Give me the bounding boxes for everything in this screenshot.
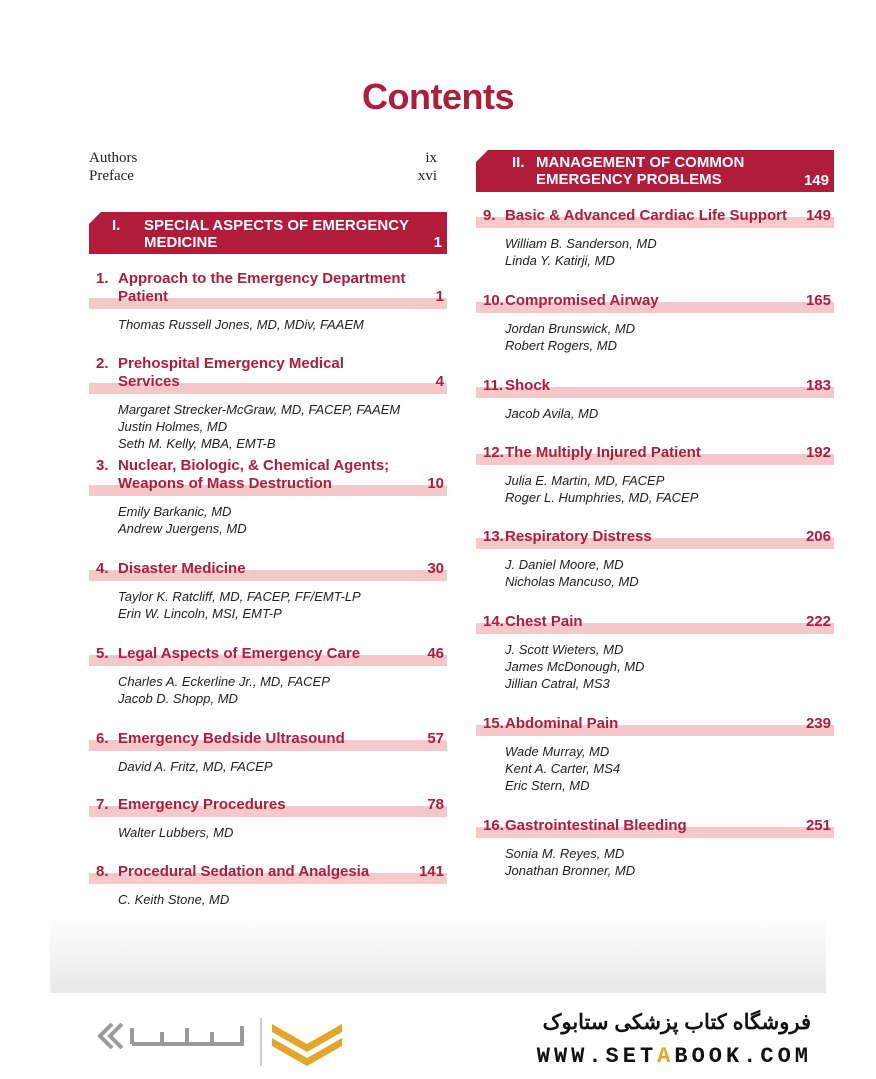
setabook-logo[interactable]: [92, 1010, 352, 1074]
chapter-page: 206: [805, 528, 831, 545]
chapter-number: 9.: [483, 207, 496, 224]
chapter-entry[interactable]: [476, 715, 834, 794]
chapter-author: David A. Fritz, MD, FACEP: [118, 759, 273, 774]
chapter-author: Jacob Avila, MD: [505, 406, 599, 421]
chapter-author: Nicholas Mancuso, MD: [505, 574, 639, 589]
store-name: فروشگاه کتاب پزشکی ستابوک: [542, 1011, 811, 1034]
chapter-author: Linda Y. Katirji, MD: [505, 253, 615, 268]
chapter-title: Legal Aspects of Emergency Care: [118, 645, 361, 662]
chapter-page: 192: [805, 444, 831, 461]
chapter-author: Margaret Strecker-McGraw, MD, FACEP, FAAEM: [118, 402, 401, 417]
chapter-entry[interactable]: [476, 613, 834, 692]
chapter-page: 239: [805, 715, 831, 732]
chapter-author: Robert Rogers, MD: [505, 338, 617, 353]
front-matter-page: ix: [425, 150, 437, 166]
chapter-page: 10: [427, 475, 444, 492]
setabook-logo-icon: [92, 1010, 352, 1074]
front-matter: [89, 149, 437, 185]
chapter-author: Jordan Brunswick, MD: [505, 321, 636, 336]
chapter-number: 2.: [96, 355, 109, 372]
chapter-entry[interactable]: [89, 270, 447, 333]
chapter-entry[interactable]: [476, 207, 834, 269]
chapter-author: James McDonough, MD: [505, 659, 645, 674]
chapter-title: Emergency Procedures: [118, 796, 286, 813]
chapter-author: C. Keith Stone, MD: [118, 892, 230, 907]
chapter-title: Procedural Sedation and Analgesia: [118, 863, 370, 880]
chapter-page: 4: [435, 373, 444, 390]
chapter-author: Thomas Russell Jones, MD, MDiv, FAAEM: [118, 317, 364, 332]
chapter-title: Chest Pain: [505, 613, 583, 630]
chapter-entry[interactable]: [89, 645, 447, 707]
chapter-title: Approach to the Emergency Department Patient: [118, 270, 406, 305]
chapter-entry[interactable]: [476, 292, 834, 354]
chapter-page: 251: [805, 817, 831, 834]
chapter-title: Disaster Medicine: [118, 560, 246, 577]
chapter-entry[interactable]: [89, 730, 447, 775]
chapter-author: Charles A. Eckerline Jr., MD, FACEP: [118, 674, 330, 689]
chapter-number: 15.: [483, 715, 504, 732]
chapter-number: 16.: [483, 817, 504, 834]
part-title-line2: MEDICINE: [144, 234, 218, 251]
chapter-number: 8.: [96, 863, 109, 880]
chapter-entry[interactable]: [89, 796, 447, 841]
chapter-title: Compromised Airway: [505, 292, 659, 309]
chapter-author: Roger L. Humphries, MD, FACEP: [505, 490, 699, 505]
chapter-entry[interactable]: [89, 355, 447, 452]
chapter-page: 183: [805, 377, 831, 394]
chapter-author: J. Scott Wieters, MD: [505, 642, 624, 657]
chapter-author: Kent A. Carter, MS4: [505, 761, 621, 776]
url-accent: A: [657, 1044, 675, 1069]
chapter-author: Emily Barkanic, MD: [118, 504, 232, 519]
url-part: WWW.SET: [536, 1044, 658, 1069]
chapter-entry[interactable]: [89, 863, 447, 908]
chapter-page: 222: [805, 613, 831, 630]
chapter-page: 1: [435, 288, 444, 305]
chapter-number: 1.: [96, 270, 109, 287]
chapter-page: 141: [418, 863, 444, 880]
part-title-line1: MANAGEMENT OF COMMON: [536, 154, 745, 171]
part-title-line1: SPECIAL ASPECTS OF EMERGENCY: [144, 217, 410, 234]
chapter-number: 4.: [96, 560, 109, 577]
chapter-entry[interactable]: [476, 817, 834, 879]
chapter-title: Prehospital Emergency Medical Services: [118, 355, 344, 390]
part-notch: [476, 150, 488, 162]
chapter-author: Wade Murray, MD: [505, 744, 610, 759]
chapter-entry[interactable]: [89, 457, 447, 537]
chapter-author: Walter Lubbers, MD: [118, 825, 234, 840]
front-matter-row: [89, 149, 437, 167]
store-url[interactable]: [432, 1044, 812, 1069]
chapter-page: 57: [427, 730, 444, 747]
page-title: Contents: [362, 76, 514, 117]
chapter-author: Andrew Juergens, MD: [118, 521, 247, 536]
part-page: 149: [803, 172, 829, 189]
chapter-title: Emergency Bedside Ultrasound: [118, 730, 345, 747]
chapter-page: 165: [805, 292, 831, 309]
chapter-title: Respiratory Distress: [505, 528, 652, 545]
chapter-author: William B. Sanderson, MD: [505, 236, 657, 251]
chapter-title: Shock: [505, 377, 551, 394]
chapter-author: Jacob D. Shopp, MD: [118, 691, 238, 706]
chapter-title: Basic & Advanced Cardiac Life Support: [505, 207, 788, 224]
part-number: I.: [112, 217, 121, 234]
front-matter-label: Preface: [89, 168, 134, 184]
chapter-title: Abdominal Pain: [505, 715, 619, 732]
chapter-author: Taylor K. Ratcliff, MD, FACEP, FF/EMT-LP: [118, 589, 361, 604]
part-number: II.: [512, 154, 525, 171]
chapter-number: 3.: [96, 457, 109, 474]
page-shadow: [50, 915, 826, 993]
part-title-line2: EMERGENCY PROBLEMS: [536, 171, 722, 188]
chapter-entry[interactable]: [89, 560, 447, 622]
front-matter-page: xvi: [417, 168, 437, 184]
url-part: BOOK.COM: [674, 1044, 812, 1069]
part-header-2: [476, 150, 834, 192]
part-header-1: [89, 212, 447, 254]
chapter-entry[interactable]: [476, 444, 834, 506]
chapter-title: The Multiply Injured Patient: [505, 444, 701, 461]
chapter-author: Justin Holmes, MD: [118, 419, 228, 434]
chapter-number: 14.: [483, 613, 504, 630]
chapter-number: 5.: [96, 645, 109, 662]
chapter-author: Jonathan Bronner, MD: [505, 863, 636, 878]
chapter-number: 10.: [483, 292, 504, 309]
chapter-number: 6.: [96, 730, 109, 747]
part-notch: [89, 212, 101, 224]
chapter-author: J. Daniel Moore, MD: [505, 557, 624, 572]
chapter-page: 30: [427, 560, 444, 577]
chapter-number: 13.: [483, 528, 504, 545]
part-page: 1: [433, 234, 442, 251]
chapter-number: 12.: [483, 444, 504, 461]
chapter-title: Nuclear, Biologic, & Chemical Agents; Weapons of Mass Destruction: [118, 457, 390, 492]
chapter-entry[interactable]: [476, 528, 834, 590]
chapter-number: 11.: [483, 377, 504, 394]
chapter-page: 46: [427, 645, 444, 662]
chapter-author: Seth M. Kelly, MBA, EMT-B: [118, 436, 276, 451]
front-matter-row: [89, 167, 437, 185]
chapter-page: 149: [805, 207, 831, 224]
chapter-page: 78: [427, 796, 444, 813]
chapter-title: Gastrointestinal Bleeding: [505, 817, 687, 834]
chapter-entry[interactable]: [476, 377, 834, 422]
chapter-number: 7.: [96, 796, 109, 813]
chapter-author: Eric Stern, MD: [505, 778, 590, 793]
chapter-author: Erin W. Lincoln, MSI, EMT-P: [118, 606, 282, 621]
chapter-author: Jillian Catral, MS3: [505, 676, 610, 691]
chapter-author: Sonia M. Reyes, MD: [505, 846, 625, 861]
chapter-author: Julia E. Martin, MD, FACEP: [505, 473, 665, 488]
front-matter-label: Authors: [89, 150, 138, 166]
